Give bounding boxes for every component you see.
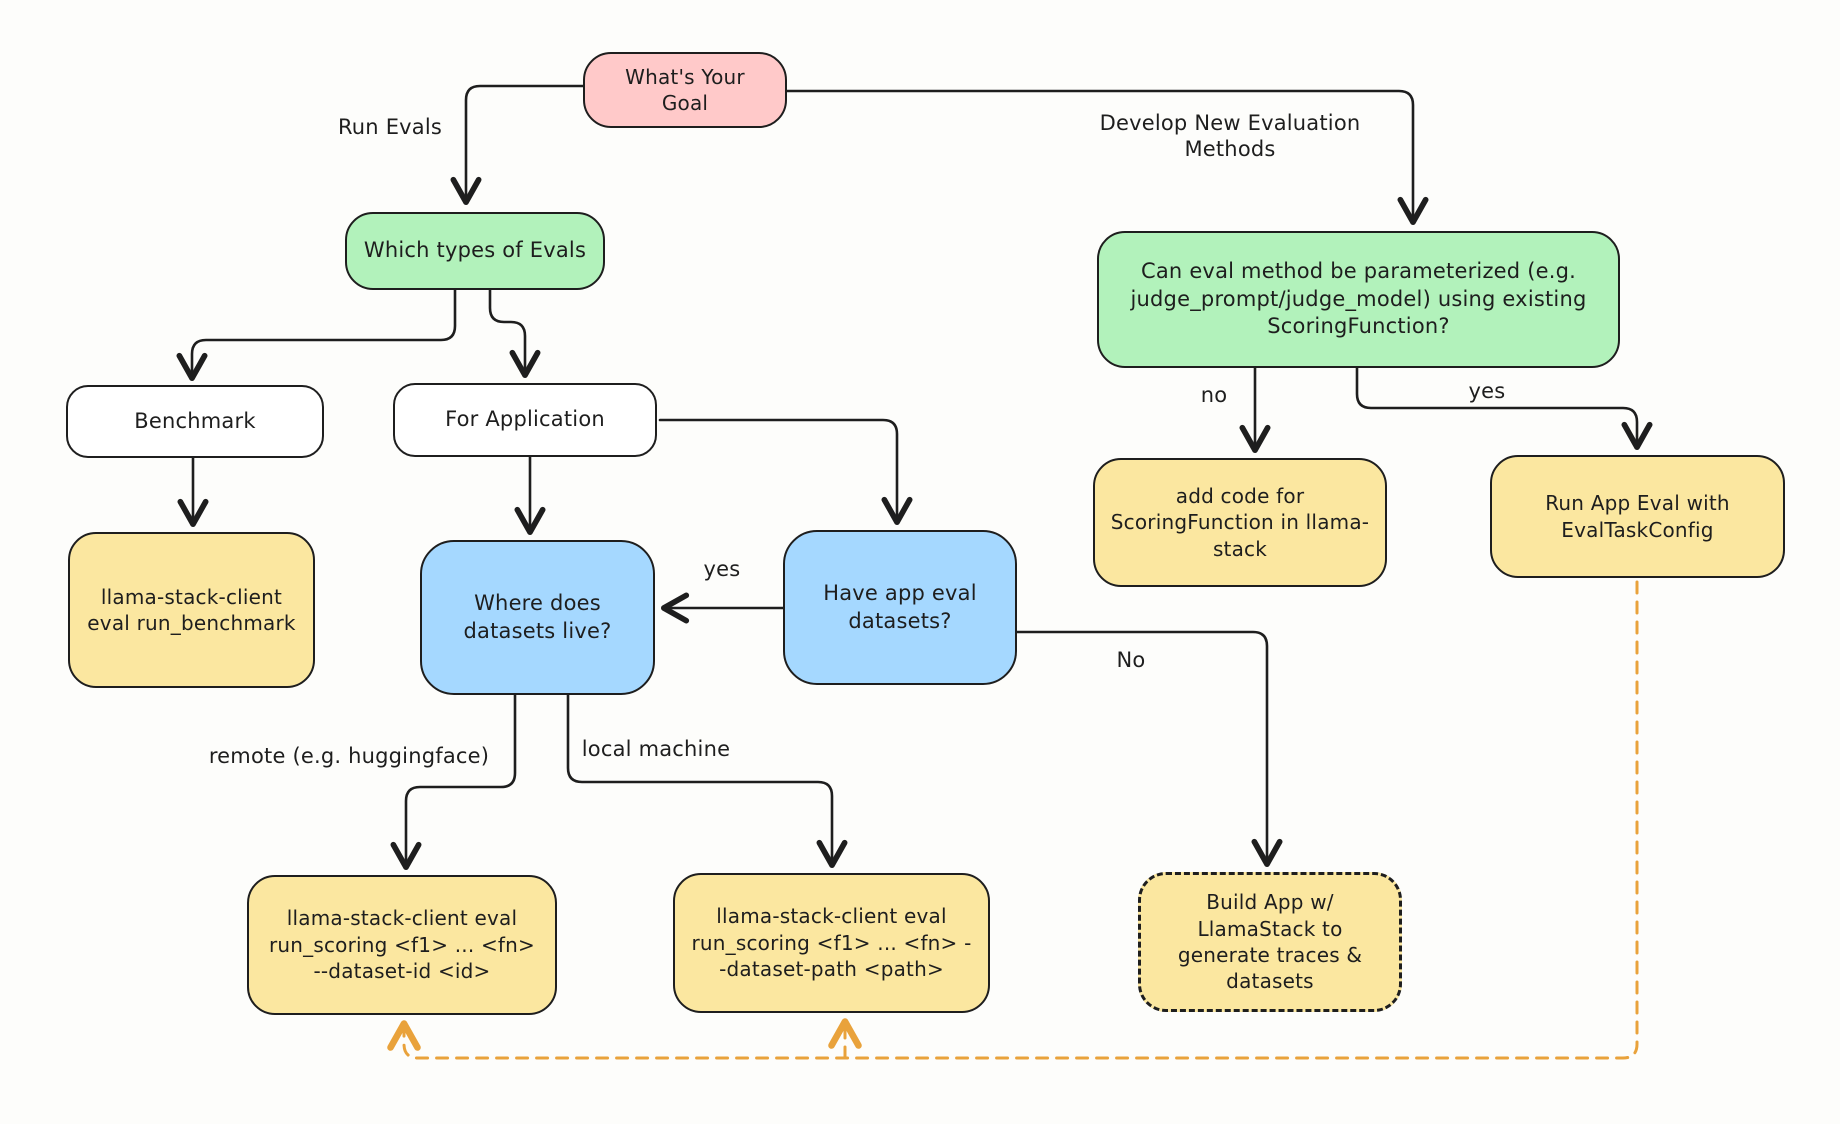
node-can-eval-method-be-parameterized-label: Can eval method be parameterized (e.g. judge_prompt/judge_model) using existing ScoringFunction?: [1130, 258, 1587, 339]
edge-where-datasets-remote-to-run-scoring-id: [406, 695, 515, 863]
node-benchmark: [66, 385, 324, 458]
edge-for-application-to-have-datasets: [660, 420, 897, 518]
node-run-scoring-dataset-id-command-label: llama-stack-client eval run_scoring <f1> ... <fn> --dataset-id <id>: [268, 906, 536, 984]
edge-label-remote-huggingface: remote (e.g. huggingface): [208, 743, 490, 768]
edge-which-types-to-for-application: [490, 290, 525, 371]
node-run-benchmark-command-label: llama-stack-client eval run_benchmark: [87, 584, 296, 635]
node-have-app-eval-datasets-label: Have app eval datasets?: [823, 580, 977, 633]
edge-label-yes-right: yes: [1468, 378, 1506, 403]
node-which-types-of-evals-label: Which types of Evals: [363, 238, 587, 263]
node-run-scoring-dataset-id-command: [247, 875, 557, 1015]
node-run-app-eval-with-evaltaskconfig-label: Run App Eval with EvalTaskConfig: [1545, 491, 1730, 542]
node-run-scoring-dataset-path-command-label: llama-stack-client eval run_scoring <f1> ... <fn> --dataset-path <path>: [691, 904, 972, 982]
edge-label-no: no: [1200, 382, 1228, 407]
node-have-app-eval-datasets: [783, 530, 1017, 685]
edge-label-no-capitalized: No: [1116, 647, 1146, 672]
node-run-scoring-dataset-path-command: [673, 873, 990, 1013]
node-add-code-for-scoringfunction-label: add code for ScoringFunction in llama-stack: [1110, 483, 1370, 561]
node-add-code-for-scoringfunction: [1093, 458, 1387, 587]
node-which-types-of-evals: [345, 212, 605, 290]
edge-where-datasets-local-to-run-scoring-path: [568, 695, 832, 861]
edge-label-local-machine: local machine: [581, 736, 731, 761]
node-run-app-eval-with-evaltaskconfig: [1490, 455, 1785, 578]
node-where-does-datasets-live: [420, 540, 655, 695]
node-for-application-label: For Application: [445, 407, 605, 432]
node-whats-your-goal-label: What's Your Goal: [625, 64, 745, 115]
node-run-benchmark-command: [68, 532, 315, 688]
node-whats-your-goal: [583, 52, 787, 128]
node-can-eval-method-be-parameterized: [1097, 231, 1620, 368]
node-benchmark-label: Benchmark: [134, 408, 256, 433]
node-build-app-with-llamastack: [1138, 872, 1402, 1012]
node-for-application: [393, 383, 657, 457]
edge-label-yes-middle: yes: [703, 556, 741, 581]
edge-which-types-to-benchmark: [192, 290, 455, 374]
node-build-app-with-llamastack-label: Build App w/ LlamaStack to generate traces & datasets: [1177, 890, 1363, 994]
edge-label-develop-new-evaluation-methods: Develop New Evaluation Methods: [1099, 110, 1361, 161]
edge-label-run-evals: Run Evals: [337, 114, 443, 139]
edge-goal-to-which-types: [466, 86, 583, 198]
node-where-does-datasets-live-label: Where does datasets live?: [463, 590, 612, 643]
